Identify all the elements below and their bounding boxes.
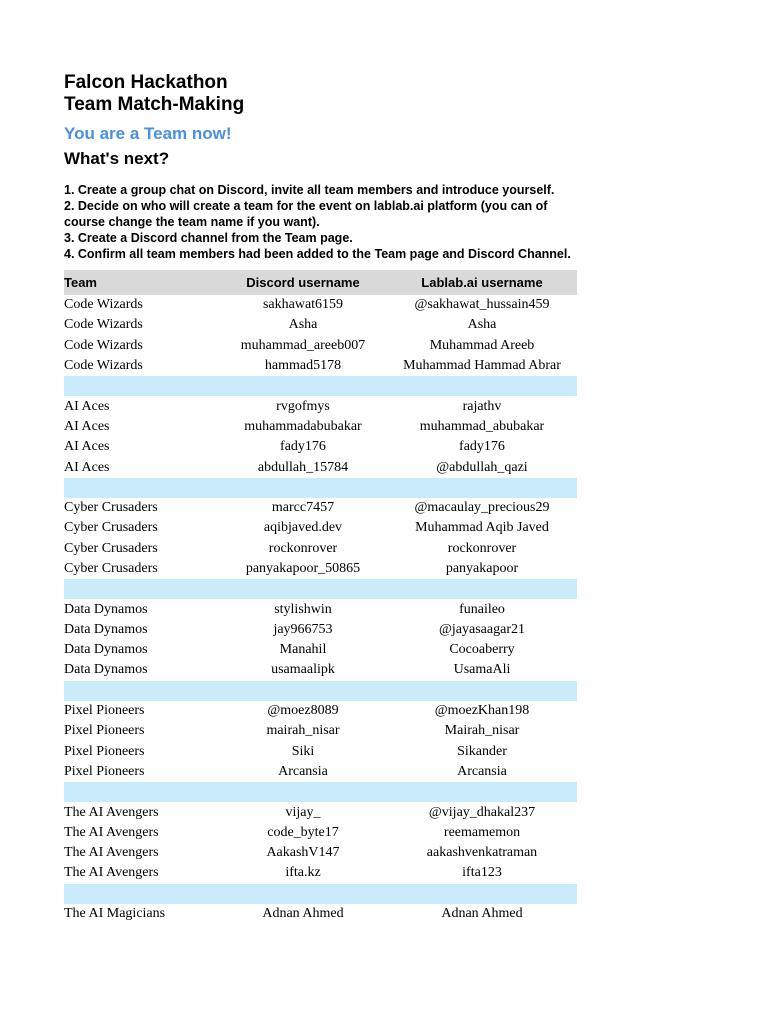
table-row	[64, 721, 577, 741]
cell-discord-username: Manahil	[279, 642, 327, 658]
cell-discord-username: code_byte17	[267, 824, 339, 840]
cell-team: Code Wizards	[64, 358, 143, 374]
cell-discord-username: rockonrover	[268, 540, 338, 556]
document-title-line2: Team Match-Making	[64, 94, 245, 115]
table-row	[64, 437, 577, 457]
cell-team: AI Aces	[64, 398, 110, 414]
cell-discord-username: abdullah_15784	[257, 459, 349, 475]
document-page	[64, 72, 584, 924]
cell-team: Pixel Pioneers	[64, 703, 145, 719]
cell-team: Code Wizards	[64, 317, 143, 333]
cell-discord-username: sakhawat6159	[262, 297, 344, 313]
cell-team: AI Aces	[64, 439, 110, 455]
cell-team: Pixel Pioneers	[64, 743, 145, 759]
table-row	[64, 742, 577, 762]
cell-team: The AI Avengers	[64, 824, 159, 840]
table-row	[64, 498, 577, 518]
cell-discord-username: aqibjaved.dev	[263, 520, 343, 536]
cell-team: Cyber Crusaders	[64, 500, 158, 516]
table-row	[64, 660, 577, 680]
table-row	[64, 823, 577, 843]
cell-team: Data Dynamos	[64, 621, 148, 637]
cell-team: Pixel Pioneers	[64, 723, 145, 739]
cell-team: Cyber Crusaders	[64, 540, 158, 556]
cell-lablab-username: Muhammad Areeb	[429, 337, 535, 353]
step-item: 3. Create a Discord channel from the Team page.	[64, 231, 353, 245]
cell-discord-username: Asha	[288, 317, 318, 333]
group-separator-cell	[64, 884, 577, 904]
cell-discord-username: @moez8089	[267, 703, 339, 719]
table-row	[64, 295, 577, 315]
cell-lablab-username: funaileo	[459, 601, 505, 617]
cell-discord-username: fady176	[280, 439, 326, 455]
cell-discord-username: mairah_nisar	[266, 723, 340, 739]
cell-lablab-username: rockonrover	[447, 540, 517, 556]
table-row	[64, 315, 577, 335]
group-separator-cell	[64, 782, 577, 802]
cell-lablab-username: aakashvenkatraman	[426, 845, 538, 861]
group-separator-row	[64, 478, 577, 498]
cell-lablab-username: @abdullah_qazi	[436, 459, 528, 475]
table-row	[64, 620, 577, 640]
cell-team: Data Dynamos	[64, 601, 148, 617]
header-lablab-username: Lablab.ai username	[421, 275, 543, 290]
group-separator-cell	[64, 376, 577, 396]
cell-lablab-username: muhammad_abubakar	[419, 418, 545, 434]
cell-discord-username: panyakapoor_50865	[245, 561, 361, 576]
table-row	[64, 457, 577, 477]
table-row	[64, 762, 577, 782]
team-announcement: You are a Team now!	[64, 124, 232, 143]
cell-team: Pixel Pioneers	[64, 763, 145, 779]
cell-lablab-username: Adnan Ahmed	[441, 906, 523, 922]
cell-team: AI Aces	[64, 418, 110, 434]
table-body	[64, 295, 577, 924]
group-separator-cell	[64, 579, 577, 599]
cell-lablab-username: Muhammad Hammad Abrar	[403, 358, 561, 374]
cell-lablab-username: @sakhawat_hussain459	[414, 297, 550, 313]
table-header-row	[64, 270, 577, 295]
cell-discord-username: Siki	[291, 743, 315, 759]
group-separator-cell	[64, 681, 577, 701]
cell-lablab-username: @jayasaagar21	[439, 621, 525, 637]
group-separator-row	[64, 884, 577, 904]
cell-discord-username: usamaalipk	[271, 662, 335, 678]
table-row	[64, 904, 577, 924]
cell-lablab-username: panyakapoor	[445, 561, 519, 576]
cell-lablab-username: Cocoaberry	[449, 642, 515, 658]
cell-team: The AI Avengers	[64, 845, 159, 861]
cell-discord-username: muhammad_areeb007	[240, 337, 366, 353]
cell-lablab-username: Mairah_nisar	[444, 723, 520, 739]
cell-team: The AI Magicians	[64, 906, 166, 922]
cell-discord-username: jay966753	[273, 621, 333, 637]
group-separator-row	[64, 579, 577, 599]
table-row	[64, 417, 577, 437]
cell-lablab-username: Muhammad Aqib Javed	[415, 520, 549, 536]
cell-discord-username: vijay_	[285, 804, 321, 820]
cell-team: The AI Avengers	[64, 865, 159, 881]
team-table	[64, 270, 577, 924]
step-item: 2. Decide on who will create a team for the event on lablab.ai platform (you can of course change the team name if you want).	[64, 199, 548, 229]
cell-lablab-username: reemamemon	[443, 824, 521, 840]
cell-lablab-username: Asha	[467, 317, 497, 333]
cell-lablab-username: @macaulay_precious29	[414, 500, 550, 516]
next-steps-heading: What's next?	[64, 149, 170, 168]
cell-team: AI Aces	[64, 459, 110, 475]
cell-lablab-username: ifta123	[462, 865, 502, 881]
step-item: 4. Confirm all team members had been added to the Team page and Discord Channel.	[64, 247, 571, 261]
cell-discord-username: stylishwin	[274, 601, 332, 617]
cell-discord-username: Arcansia	[278, 763, 328, 779]
step-item: 1. Create a group chat on Discord, invite all team members and introduce yourself.	[64, 183, 555, 197]
cell-team: Code Wizards	[64, 297, 143, 313]
table-row	[64, 802, 577, 822]
table-row	[64, 356, 577, 376]
cell-lablab-username: rajathv	[462, 398, 502, 414]
cell-lablab-username: fady176	[459, 439, 505, 455]
cell-team: Data Dynamos	[64, 642, 148, 658]
cell-team: Cyber Crusaders	[64, 561, 158, 576]
cell-discord-username: rvgofmys	[276, 398, 330, 414]
table-row	[64, 336, 577, 356]
table-row	[64, 396, 577, 416]
table-row	[64, 863, 577, 883]
group-separator-row	[64, 681, 577, 701]
header-team: Team	[64, 275, 97, 290]
table-row	[64, 518, 577, 538]
cell-lablab-username: Sikander	[457, 743, 507, 759]
cell-lablab-username: @vijay_dhakal237	[428, 804, 536, 820]
table-row	[64, 640, 577, 660]
cell-discord-username: Adnan Ahmed	[262, 906, 344, 922]
cell-team: Cyber Crusaders	[64, 520, 158, 536]
steps-list	[64, 182, 584, 262]
group-separator-row	[64, 782, 577, 802]
cell-discord-username: marcc7457	[271, 500, 335, 516]
cell-lablab-username: UsamaAli	[453, 662, 511, 678]
cell-discord-username: hammad5178	[264, 358, 342, 374]
header-discord-username: Discord username	[246, 275, 360, 290]
cell-team: The AI Avengers	[64, 804, 159, 820]
table-row	[64, 843, 577, 863]
cell-discord-username: muhammadabubakar	[244, 418, 362, 434]
cell-lablab-username: @moezKhan198	[434, 703, 530, 719]
group-separator-row	[64, 376, 577, 396]
cell-discord-username: ifta.kz	[285, 865, 321, 881]
table-row	[64, 599, 577, 619]
table-row	[64, 539, 577, 559]
document-title-line1: Falcon Hackathon	[64, 72, 228, 93]
cell-discord-username: AakashV147	[266, 845, 340, 861]
cell-team: Code Wizards	[64, 337, 143, 353]
cell-lablab-username: Arcansia	[457, 763, 507, 779]
table-row	[64, 701, 577, 721]
cell-team: Data Dynamos	[64, 662, 148, 678]
table-row	[64, 559, 577, 579]
group-separator-cell	[64, 478, 577, 498]
